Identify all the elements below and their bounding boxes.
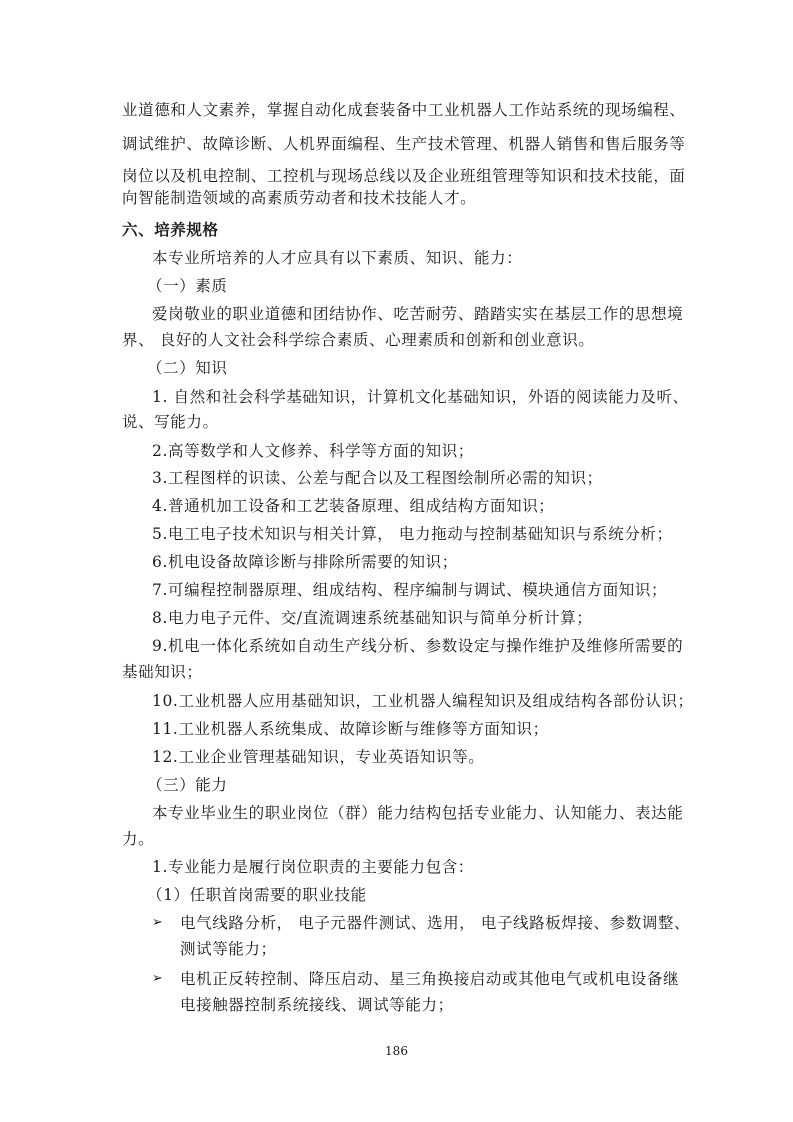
knowledge-item-7: 7.可编程控制器原理、组成结构、程序编制与调试、模块通信方面知识； <box>152 581 668 599</box>
knowledge-item-4: 4.普通机加工设备和工艺装备原理、组成结构方面知识； <box>152 497 555 515</box>
knowledge-item-1-cont: 说、写能力。 <box>122 413 219 431</box>
knowledge-item-11: 11.工业机器人系统集成、故障诊断与维修等方面知识； <box>152 720 549 738</box>
intro-line: 向智能制造领域的高素质劳动者和技术技能人才。 <box>122 189 477 207</box>
knowledge-item-2: 2.高等数学和人文修养、科学等方面的知识； <box>152 442 474 460</box>
ability-intro: 本专业毕业生的职业岗位（群）能力结构包括专业能力、认知能力、表达能 <box>152 804 684 822</box>
quality-line: 爱岗敬业的职业道德和团结协作、吃苦耐劳、踏踏实实在基层工作的思想境 <box>152 305 684 323</box>
knowledge-item-1: 1. 自然和社会科学基础知识，计算机文化基础知识，外语的阅读能力及听、 <box>152 388 689 406</box>
knowledge-item-9-cont: 基础知识； <box>122 663 203 681</box>
knowledge-item-9: 9.机电一体化系统如自动生产线分析、参数设定与操作维护及维修所需要的 <box>152 637 684 655</box>
bullet-arrow-icon: ➢ <box>152 971 163 986</box>
knowledge-item-8: 8.电力电子元件、交/直流调速系统基础知识与简单分析计算； <box>152 609 593 627</box>
quality-line: 界、 良好的人文社会科学综合素质、心理素质和创新和创业意识。 <box>122 331 595 349</box>
page-number: 186 <box>385 1044 408 1058</box>
ability-point-1: 1.专业能力是履行岗位职责的主要能力包含： <box>152 858 474 876</box>
knowledge-item-5: 5.电工电子技术知识与相关计算， 电力拖动与控制基础知识与系统分析； <box>152 525 673 543</box>
bullet-item-2: 电机正反转控制、降压启动、星三角换接启动或其他电气或机电设备继 <box>180 970 680 988</box>
intro-line: 岗位以及机电控制、工控机与现场总线以及企业班组管理等知识和技术技能，面 <box>122 167 686 185</box>
bullet-item-1-cont: 测试等能力； <box>180 940 277 958</box>
knowledge-item-6: 6.机电设备故障诊断与排除所需要的知识； <box>152 553 458 571</box>
ability-sub-1: （1）任职首岗需要的职业技能 <box>147 886 367 904</box>
bullet-item-1: 电气线路分析， 电子元器件测试、选用， 电子线路板焊接、参数调整、 <box>180 914 691 932</box>
bullet-item-2-cont: 电接触器控制系统接线、调试等能力； <box>180 996 454 1014</box>
quality-heading: （一）素质 <box>147 277 228 295</box>
section-heading: 六、培养规格 <box>122 221 219 239</box>
intro-line: 业道德和人文素养，掌握自动化成套装备中工业机器人工作站系统的现场编程、 <box>122 101 686 119</box>
intro-line: 调试维护、故障诊断、人机界面编程、生产技术管理、机器人销售和售后服务等 <box>122 135 686 153</box>
ability-intro-cont: 力。 <box>122 830 155 848</box>
knowledge-item-10: 10.工业机器人应用基础知识，工业机器人编程知识及组成结构各部份认识； <box>152 692 694 710</box>
ability-heading: （三）能力 <box>147 776 228 794</box>
knowledge-heading: （二）知识 <box>147 359 228 377</box>
section-lead: 本专业所培养的人才应具有以下素质、知识、能力： <box>152 249 523 267</box>
bullet-arrow-icon: ➢ <box>152 915 163 930</box>
knowledge-item-3: 3.工程图样的识读、公差与配合以及工程图绘制所必需的知识； <box>152 469 603 487</box>
knowledge-item-12: 12.工业企业管理基础知识，专业英语知识等。 <box>152 748 485 766</box>
